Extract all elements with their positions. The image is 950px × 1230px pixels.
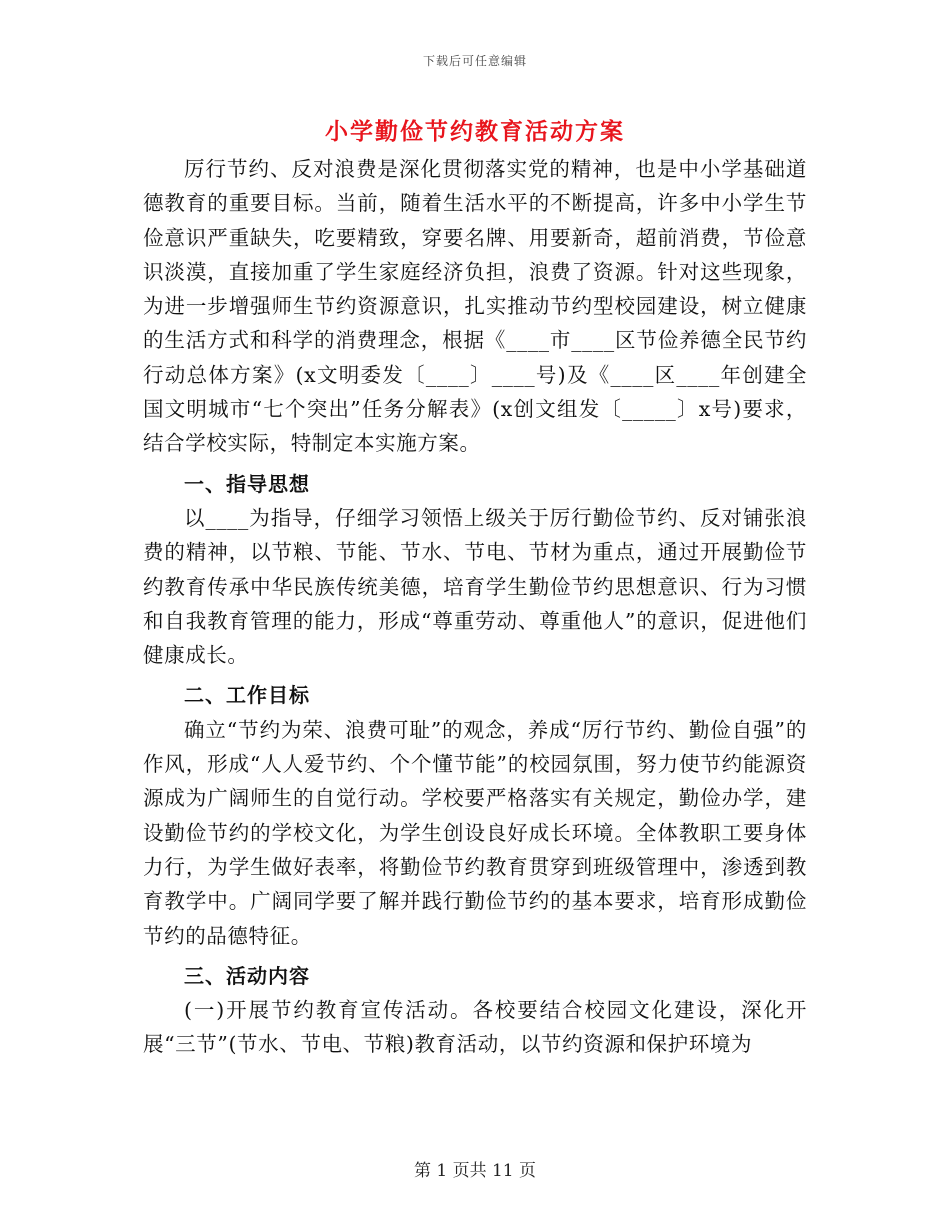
page-number-footer: 第 1 页共 11 页	[413, 1161, 537, 1181]
document-body	[143, 152, 807, 1062]
intro-paragraph: 厉行节约、反对浪费是深化贯彻落实党的精神，也是中小学基础道德教育的重要目标。当前，随着生活水平的不断提高，许多中小学生节俭意识严重缺失，吃要精致，穿要名牌、用要新奇，超前消费，节俭意识淡漠，直接加重了学生家庭经济负担，浪费了资源。针对这些现象，为进一步增强师生节约资源意识，扎实推动节约型校园建设，树立健康的生活方式和科学的消费理念，根据《____市____区节俭养德全民节约行动总体方案》(x文明委发〔____〕____号)及《____区____年创建全国文明城市“七个突出”任务分解表》(x创文组发〔_____〕x号)要求，结合学校实际，特制定本实施方案。	[143, 157, 807, 456]
document-title: 小学勤俭节约教育活动方案	[325, 118, 625, 145]
section-heading-work-goals: 二、工作目标	[184, 683, 310, 708]
section-text-guiding-ideology: 以____为指导，仔细学习领悟上级关于厉行勤俭节约、反对铺张浪费的精神，以节粮、节能、节水、节电、节材为重点，通过开展勤俭节约教育传承中华民族传统美德，培育学生勤俭节约思想意识、行为习惯和自我教育管理的能力，形成“尊重劳动、尊重他人”的意识，促进他们健康成长。	[143, 505, 807, 668]
page-header-note: 下载后可任意编辑	[422, 54, 527, 68]
section-heading-activity-content: 三、活动内容	[184, 963, 310, 988]
section-text-activity-content: (一)开展节约教育宣传活动。各校要结合校园文化建设，深化开展“三节”(节水、节电、节粮)教育活动，以节约资源和保护环境为	[143, 998, 807, 1057]
section-text-work-goals: 确立“节约为荣、浪费可耻”的观念，养成“厉行节约、勤俭自强”的作风，形成“人人爱节约、个个懂节能”的校园氛围，努力使节约能源资源成为广阔师生的自觉行动。学校要严格落实有关规定，勤俭办学，建设勤俭节约的学校文化，为学生创设良好成长环境。全体教职工要身体力行，为学生做好表率，将勤俭节约教育贯穿到班级管理中，渗透到教育教学中。广阔同学要了解并践行勤俭节约的基本要求，培育形成勤俭节约的品德特征。	[143, 717, 807, 948]
section-heading-guiding-ideology: 一、指导思想	[184, 471, 310, 496]
